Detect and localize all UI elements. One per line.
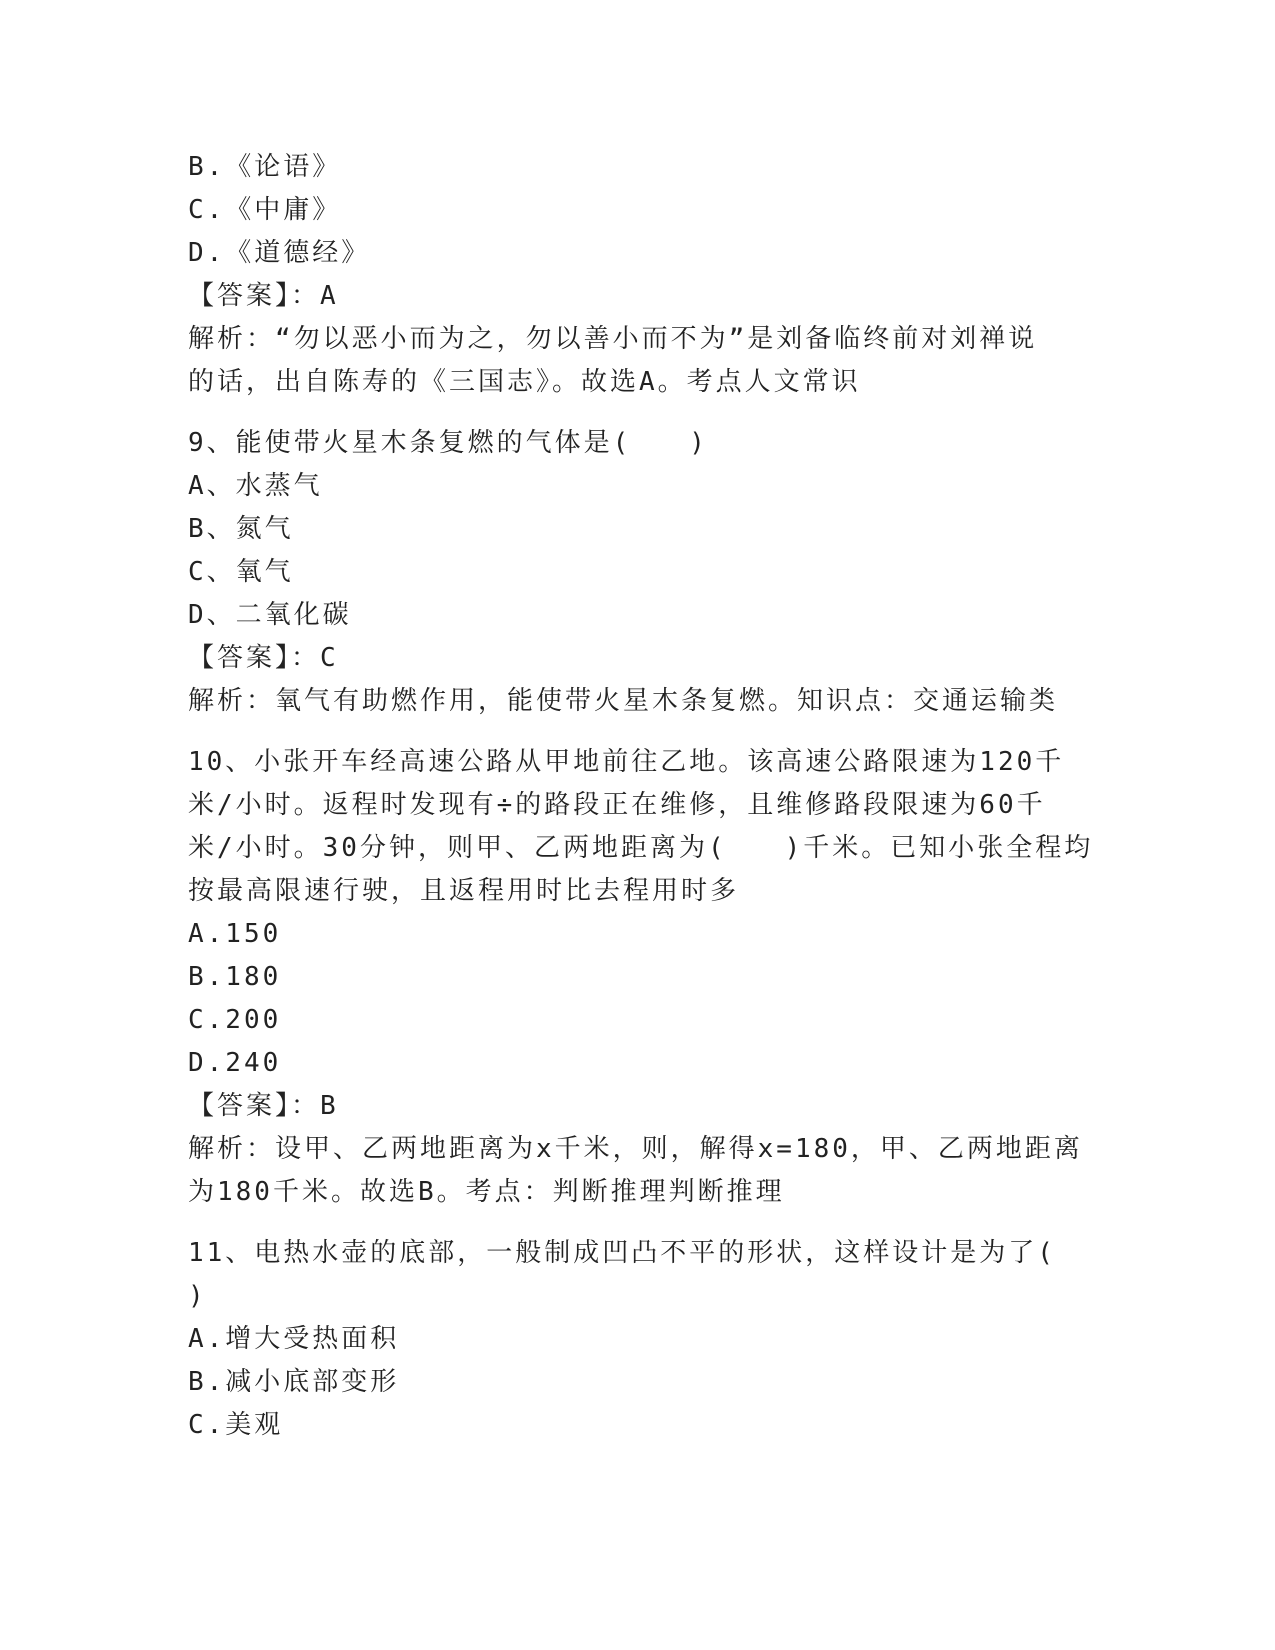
option-d: D.240 [188,1048,282,1078]
spacer [188,404,1088,422]
question-text: 米/小时。返程时发现有÷的路段正在维修，且维修路段限速为60千 [188,790,1046,820]
option-c: C、氧气 [188,557,294,587]
analysis-line: 解析：“勿以恶小而为之，勿以善小而不为”是刘备临终前对刘禅说 [188,324,1038,354]
document-page [188,146,1094,1447]
option-d: D、二氧化碳 [188,600,352,630]
question-text: 11、电热水壶的底部，一般制成凹凸不平的形状，这样设计是为了( [188,1238,1056,1268]
option-b: B.180 [188,962,282,992]
option-c: C.200 [188,1005,282,1035]
question-11-block [188,1232,1088,1447]
option-d: D.《道德经》 [188,238,371,268]
question-text: 按最高限速行驶，且返程用时比去程用时多 [188,876,740,906]
analysis-line: 解析：氧气有助燃作用，能使带火星木条复燃。知识点：交通运输类 [188,686,1059,716]
question-text: 9、能使带火星木条复燃的气体是( ) [188,428,708,458]
option-a: A.增大受热面积 [188,1324,400,1354]
spacer [188,723,1088,741]
analysis-line: 的话，出自陈寿的《三国志》。故选A。考点人文常识 [188,367,861,397]
question-text: 米/小时。30分钟，则甲、乙两地距离为( )千米。已知小张全程均 [188,833,1094,863]
option-b: B.减小底部变形 [188,1367,400,1397]
question-text: 10、小张开车经高速公路从甲地前往乙地。该高速公路限速为120千 [188,747,1065,777]
answer: 【答案】：C [188,643,339,673]
question-text: ) [188,1281,207,1311]
question-8-block [188,146,1088,404]
analysis-line: 为180千米。故选B。考点：判断推理判断推理 [188,1177,785,1207]
option-c: C.《中庸》 [188,195,342,225]
option-c: C.美观 [188,1410,284,1440]
analysis-line: 解析：设甲、乙两地距离为x千米，则，解得x=180，甲、乙两地距离 [188,1134,1083,1164]
question-9-block [188,422,1088,723]
option-a: A、水蒸气 [188,471,323,501]
spacer [188,1214,1088,1232]
option-b: B、氮气 [188,514,294,544]
answer: 【答案】：B [188,1091,339,1121]
question-10-block [188,741,1094,1214]
answer: 【答案】：A [188,281,339,311]
option-b: B.《论语》 [188,152,342,182]
option-a: A.150 [188,919,282,949]
